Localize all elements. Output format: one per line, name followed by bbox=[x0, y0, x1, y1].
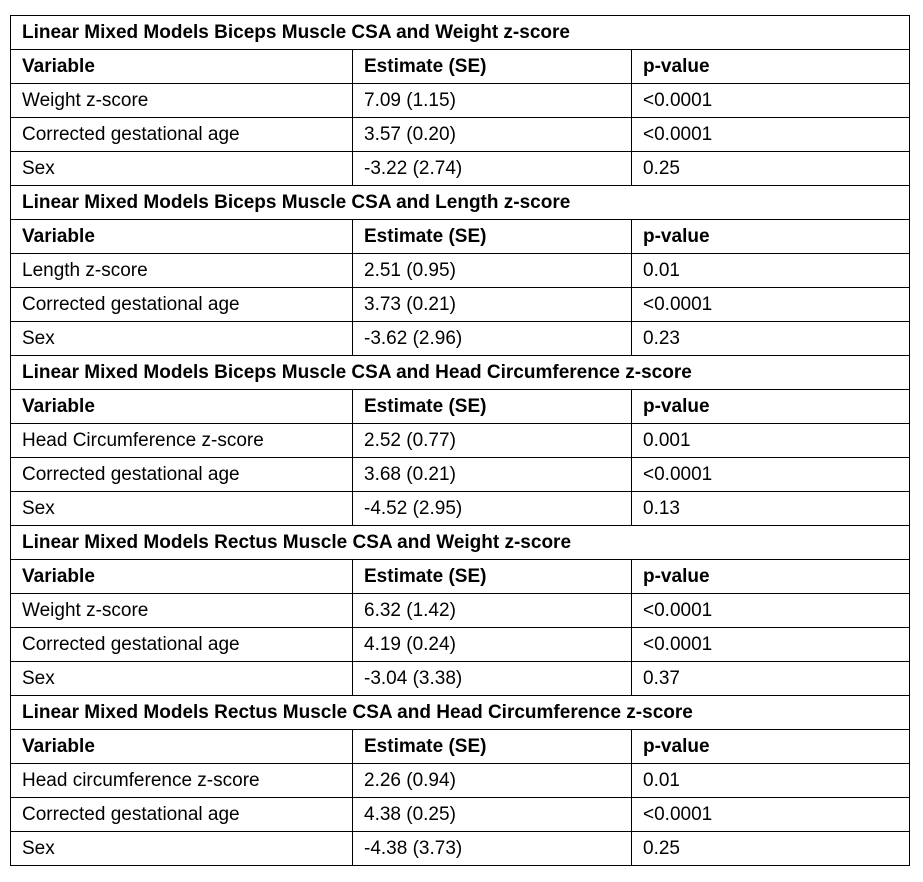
header-estimate: Estimate (SE) bbox=[353, 730, 632, 764]
cell-estimate: -3.62 (2.96) bbox=[353, 322, 632, 356]
cell-p-value: 0.25 bbox=[632, 832, 910, 866]
table-body bbox=[11, 16, 910, 866]
header-estimate: Estimate (SE) bbox=[353, 390, 632, 424]
header-row bbox=[11, 50, 910, 84]
cell-estimate: 7.09 (1.15) bbox=[353, 84, 632, 118]
cell-estimate: 4.19 (0.24) bbox=[353, 628, 632, 662]
cell-variable: Sex bbox=[11, 832, 353, 866]
cell-p-value: 0.01 bbox=[632, 254, 910, 288]
section-title-row bbox=[11, 186, 910, 220]
header-row bbox=[11, 390, 910, 424]
table-row bbox=[11, 832, 910, 866]
cell-variable: Corrected gestational age bbox=[11, 798, 353, 832]
cell-variable: Corrected gestational age bbox=[11, 118, 353, 152]
table-row bbox=[11, 594, 910, 628]
cell-variable: Corrected gestational age bbox=[11, 288, 353, 322]
header-row bbox=[11, 560, 910, 594]
cell-variable: Head circumference z-score bbox=[11, 764, 353, 798]
table-row bbox=[11, 118, 910, 152]
cell-variable: Weight z-score bbox=[11, 84, 353, 118]
cell-p-value: 0.25 bbox=[632, 152, 910, 186]
cell-p-value: 0.23 bbox=[632, 322, 910, 356]
header-p-value: p-value bbox=[632, 220, 910, 254]
cell-variable: Corrected gestational age bbox=[11, 458, 353, 492]
cell-variable: Head Circumference z-score bbox=[11, 424, 353, 458]
cell-p-value: <0.0001 bbox=[632, 628, 910, 662]
header-estimate: Estimate (SE) bbox=[353, 50, 632, 84]
cell-variable: Sex bbox=[11, 152, 353, 186]
cell-estimate: -3.22 (2.74) bbox=[353, 152, 632, 186]
header-variable: Variable bbox=[11, 730, 353, 764]
header-estimate: Estimate (SE) bbox=[353, 220, 632, 254]
table-row bbox=[11, 288, 910, 322]
header-p-value: p-value bbox=[632, 50, 910, 84]
cell-variable: Weight z-score bbox=[11, 594, 353, 628]
table-row bbox=[11, 798, 910, 832]
table-row bbox=[11, 84, 910, 118]
table-row bbox=[11, 152, 910, 186]
linear-mixed-models-table bbox=[10, 15, 910, 866]
header-row bbox=[11, 220, 910, 254]
cell-p-value: 0.37 bbox=[632, 662, 910, 696]
section-title-row bbox=[11, 696, 910, 730]
cell-estimate: 3.68 (0.21) bbox=[353, 458, 632, 492]
cell-estimate: 6.32 (1.42) bbox=[353, 594, 632, 628]
section-title: Linear Mixed Models Biceps Muscle CSA and Length z-score bbox=[11, 186, 910, 220]
cell-estimate: 3.73 (0.21) bbox=[353, 288, 632, 322]
table-row bbox=[11, 254, 910, 288]
cell-estimate: 2.51 (0.95) bbox=[353, 254, 632, 288]
header-row bbox=[11, 730, 910, 764]
header-estimate: Estimate (SE) bbox=[353, 560, 632, 594]
cell-p-value: <0.0001 bbox=[632, 84, 910, 118]
cell-estimate: 2.26 (0.94) bbox=[353, 764, 632, 798]
cell-estimate: 3.57 (0.20) bbox=[353, 118, 632, 152]
table-row bbox=[11, 764, 910, 798]
section-title: Linear Mixed Models Rectus Muscle CSA and Head Circumference z-score bbox=[11, 696, 910, 730]
section-title-row bbox=[11, 356, 910, 390]
cell-variable: Length z-score bbox=[11, 254, 353, 288]
section-title: Linear Mixed Models Biceps Muscle CSA and Head Circumference z-score bbox=[11, 356, 910, 390]
cell-variable: Corrected gestational age bbox=[11, 628, 353, 662]
cell-estimate: -3.04 (3.38) bbox=[353, 662, 632, 696]
header-variable: Variable bbox=[11, 390, 353, 424]
cell-p-value: 0.001 bbox=[632, 424, 910, 458]
table-row bbox=[11, 458, 910, 492]
cell-variable: Sex bbox=[11, 492, 353, 526]
cell-p-value: <0.0001 bbox=[632, 288, 910, 322]
table-row bbox=[11, 492, 910, 526]
table-row bbox=[11, 424, 910, 458]
section-title: Linear Mixed Models Rectus Muscle CSA and Weight z-score bbox=[11, 526, 910, 560]
header-variable: Variable bbox=[11, 50, 353, 84]
header-p-value: p-value bbox=[632, 560, 910, 594]
header-p-value: p-value bbox=[632, 390, 910, 424]
cell-p-value: 0.01 bbox=[632, 764, 910, 798]
cell-estimate: 4.38 (0.25) bbox=[353, 798, 632, 832]
cell-estimate: -4.52 (2.95) bbox=[353, 492, 632, 526]
header-variable: Variable bbox=[11, 560, 353, 594]
table-row bbox=[11, 662, 910, 696]
cell-variable: Sex bbox=[11, 322, 353, 356]
cell-p-value: 0.13 bbox=[632, 492, 910, 526]
section-title-row bbox=[11, 16, 910, 50]
table-row bbox=[11, 322, 910, 356]
section-title: Linear Mixed Models Biceps Muscle CSA and Weight z-score bbox=[11, 16, 910, 50]
section-title-row bbox=[11, 526, 910, 560]
cell-estimate: 2.52 (0.77) bbox=[353, 424, 632, 458]
cell-estimate: -4.38 (3.73) bbox=[353, 832, 632, 866]
cell-p-value: <0.0001 bbox=[632, 118, 910, 152]
table-row bbox=[11, 628, 910, 662]
cell-p-value: <0.0001 bbox=[632, 798, 910, 832]
header-p-value: p-value bbox=[632, 730, 910, 764]
header-variable: Variable bbox=[11, 220, 353, 254]
cell-p-value: <0.0001 bbox=[632, 458, 910, 492]
cell-p-value: <0.0001 bbox=[632, 594, 910, 628]
cell-variable: Sex bbox=[11, 662, 353, 696]
